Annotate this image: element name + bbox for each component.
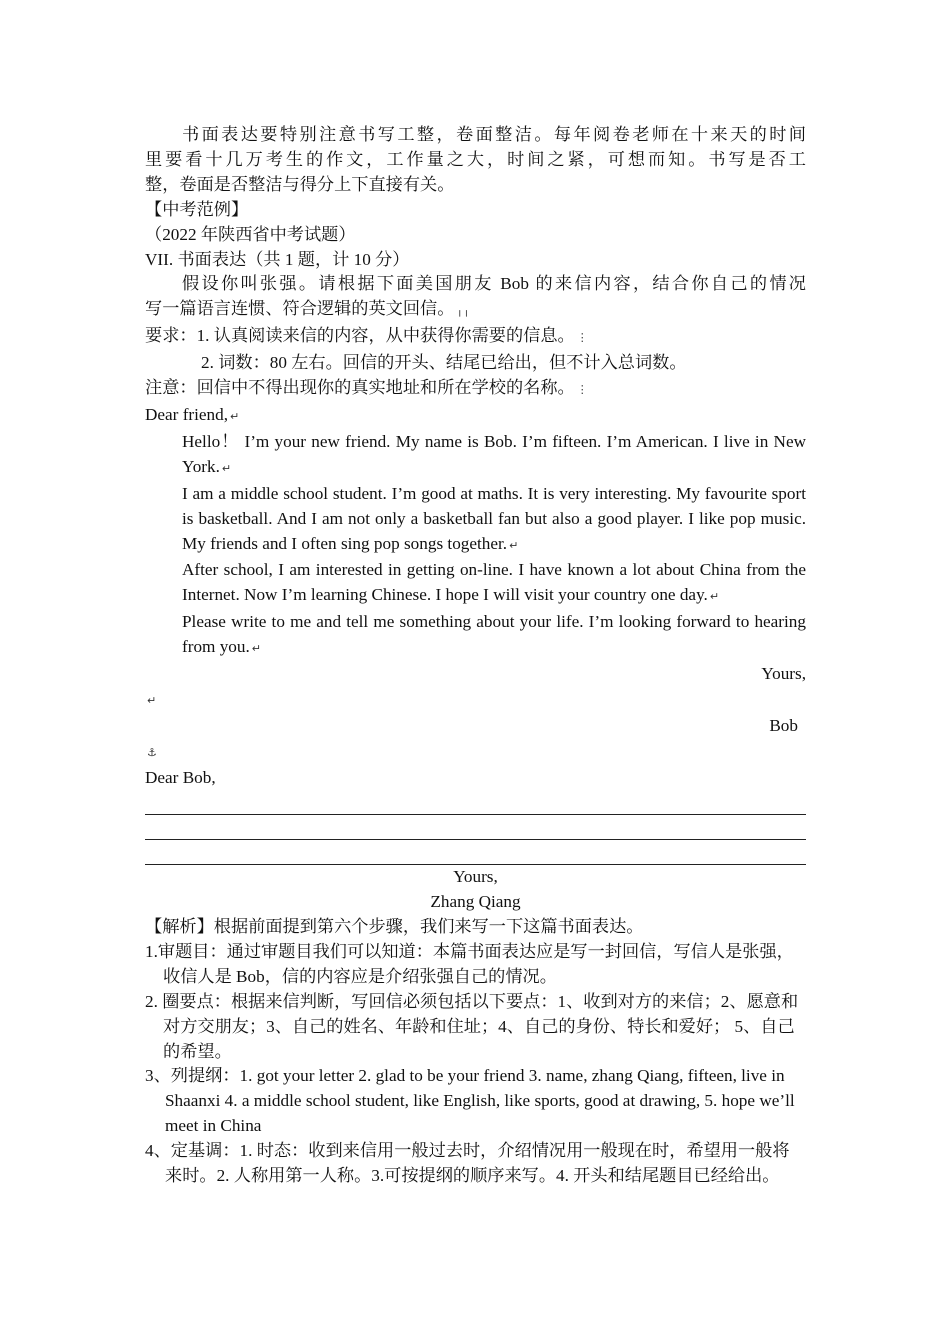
task-heading: VII. 书面表达（共 1 题，计 10 分）: [145, 249, 410, 269]
letter-signature: Bob: [769, 715, 798, 735]
writing-line-2: [145, 815, 806, 840]
intro-line-2: 里要看十几万考生的作文，工作量之大，时间之紧，可想而知。书写是否工: [145, 149, 806, 169]
reply-closing: Yours,: [453, 867, 498, 887]
format-mark-icon: ⋮: [576, 331, 588, 345]
intro-line-3: 整，卷面是否整洁与得分上下直接有关。: [145, 174, 455, 194]
letter-p4-text: Please write to me and tell me something about your life. I’m looking forward to hearing from you.: [182, 612, 806, 657]
format-mark-icon: ⋮: [576, 383, 588, 397]
section-title: 【中考范例】: [145, 199, 249, 219]
analysis-step-3: 3、列提纲：1. got your letter 2. glad to be your friend 3. name, zhang Qiang, fifteen, live in Shaanxi 4. a middle school student, like English, like sports, good at drawing, 5. hope we’ll meet in China: [145, 1066, 795, 1136]
paragraph-mark-icon: ↵: [230, 409, 240, 423]
prompt-line-2: 写一篇语言连惯、符合逻辑的英文回信。: [145, 299, 455, 319]
writing-line-1: [145, 791, 806, 816]
letter-paragraph-4: [145, 610, 806, 662]
letter-paragraph-2: [145, 482, 806, 559]
paragraph-mark-icon: ↵: [709, 590, 720, 604]
requirement-1: 要求：1. 认真阅读来信的内容，从中获得你需要的信息。: [145, 326, 575, 346]
prompt-line-1: 假设你叫张强。请根据下面美国朋友 Bob 的来信内容，结合你自己的情况: [182, 274, 806, 294]
blank-line-row: [145, 687, 806, 714]
analysis-step-1: 1.审题目：通过审题目我们可以知道：本篇书面表达应是写一封回信，写信人是张强，收信人是 Bob，信的内容应是介绍张强自己的情况。: [145, 941, 794, 986]
letter-salutation: Dear friend,: [145, 404, 229, 424]
analysis-heading: 【解析】根据前面提到第六个步骤，我们来写一下这篇书面表达。: [145, 917, 644, 937]
paragraph-mark-icon: ↵: [221, 461, 232, 475]
reply-signature: Zhang Qiang: [430, 892, 521, 912]
anchor-mark-icon: ⚓: [147, 745, 157, 759]
exam-source: （2022 年陕西省中考试题）: [145, 224, 356, 244]
letter-p2-text: I am a middle school student. I’m good at maths. It is very interesting. My favourite sport is basketball. And I am not only a basketball fan but also a good player. I like pop music. My friends and I often sing pop songs together.: [182, 483, 806, 553]
letter-paragraph-1: [145, 430, 806, 482]
blank-line-row: [145, 739, 806, 766]
letter-paragraph-3: [145, 558, 806, 610]
paragraph-mark-icon: ↵: [147, 693, 157, 707]
note: 注意：回信中不得出现你的真实地址和所在学校的名称。: [145, 378, 575, 398]
intro-line-1: 书面表达要特别注意书写工整，卷面整洁。每年阅卷老师在十来天的时间: [182, 125, 806, 144]
paragraph-mark-icon: ↵: [251, 642, 262, 656]
requirement-2: 2. 词数：80 左右。回信的开头、结尾已给出，但不计入总词数。: [201, 353, 687, 373]
document-page: [145, 123, 806, 1189]
prompt-line-2-row: [145, 297, 806, 324]
letter-closing: Yours,: [761, 664, 806, 684]
note-row: [145, 376, 806, 403]
letter-p1-text: Hello！ I’m your new friend. My name is Bob. I’m fifteen. I’m American. I live in New York.: [182, 431, 806, 476]
writing-line-3: [145, 840, 806, 865]
requirement-1-row: [145, 324, 806, 351]
paragraph-mark-icon: ↵: [509, 538, 519, 552]
analysis-step-2: 2. 圈要点：根据来信判断，写回信必须包括以下要点：1、收到对方的来信；2、愿意和对方交朋友；3、自己的姓名、年龄和住址；4、自己的身份、特长和爱好； 5、自己的希望。: [145, 991, 799, 1061]
reply-salutation: Dear Bob,: [145, 767, 216, 787]
format-mark-icon: ╷╷: [456, 304, 470, 318]
letter-salutation-row: [145, 403, 806, 430]
letter-p3-text: After school, I am interested in getting on-line. I have known a lot about China from the Internet. Now I’m learning Chinese. I hope I will visit your country one day.: [182, 560, 806, 605]
analysis-step-4: 4、定基调：1. 时态：收到来信用一般过去时，介绍情况用一般现在时，希望用一般将来时。2. 人称用第一人称。3.可按提纲的顺序来写。4. 开头和结尾题目已经给出。: [145, 1141, 790, 1186]
